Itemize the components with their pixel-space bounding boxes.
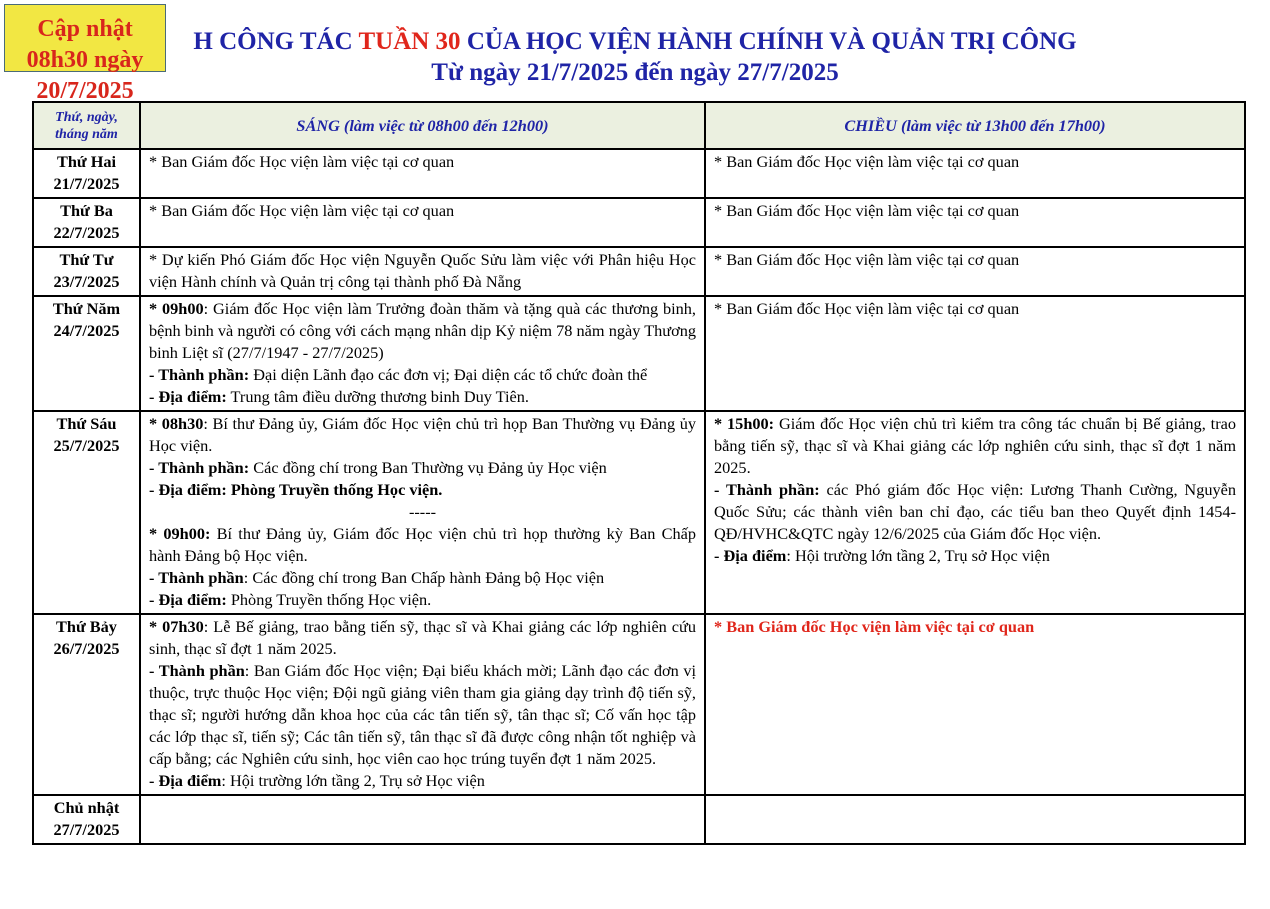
- participants-label: - Thành phần:: [149, 365, 250, 384]
- date: 22/7/2025: [53, 223, 120, 242]
- afternoon-cell: * Ban Giám đốc Học viện làm việc tại cơ quan: [705, 296, 1245, 411]
- day-cell: [33, 149, 140, 198]
- weekday: Thứ Sáu: [56, 414, 117, 433]
- title-pre: H CÔNG TÁC: [193, 28, 359, 55]
- morning-cell: * Ban Giám đốc Học viện làm việc tại cơ quan: [140, 198, 705, 247]
- table-row: [33, 296, 1245, 411]
- event-text: : Giám đốc Học viện làm Trưởng đoàn thăm và tặng quà các thương binh, bệnh binh và người có công với cách mạng nhân dịp Kỷ niệm 78 năm ngày Thương binh Liệt sĩ (27/7/1947 - 27/7/2025): [149, 299, 696, 362]
- weekday: Thứ Năm: [52, 299, 121, 318]
- day-cell: [33, 247, 140, 296]
- table-row: [33, 795, 1245, 844]
- weekday: Thứ Tư: [59, 250, 114, 269]
- title-line: [0, 26, 1270, 57]
- update-label: Cập nhật: [37, 16, 133, 42]
- location-text: Phòng Truyền thống Học viện.: [226, 590, 432, 609]
- table-row: [33, 411, 1245, 614]
- update-badge-text: [4, 14, 166, 107]
- afternoon-cell: [705, 795, 1245, 844]
- day-cell: [33, 411, 140, 614]
- event-location: [149, 479, 696, 501]
- date: 26/7/2025: [53, 639, 120, 658]
- date: 21/7/2025: [53, 174, 120, 193]
- afternoon-cell: [705, 411, 1245, 614]
- event-time: * 08h30: [149, 414, 204, 433]
- participants-label: - Thành phần:: [149, 458, 250, 477]
- event-location: [149, 770, 696, 792]
- morning-cell: [140, 614, 705, 795]
- participants-text: : Ban Giám đốc Học viện; Đại biểu khách mời; Lãnh đạo các đơn vị thuộc, trực thuộc Học viện; Đội ngũ giảng viên tham gia giảng dạy trình độ tiến sỹ, thạc sĩ; người hướng dẫn khoa học của các tân tiến sỹ, tân thạc sĩ; Cố vấn học tập các lớp thạc sĩ, tiến sỹ; Các tân tiến sỹ, tân thạc sĩ đã được công nhận tốt nghiệp và cấp bằng; các Nghiên cứu sinh, học viên cao học trúng tuyển đợt 1 năm 2025.: [149, 661, 696, 768]
- morning-cell: * Dự kiến Phó Giám đốc Học viện Nguyễn Quốc Sửu làm việc với Phân hiệu Học viện Hành chính và Quản trị công tại thành phố Đà Nẵng: [140, 247, 705, 296]
- event-description: [149, 298, 696, 364]
- event-participants: [149, 660, 696, 770]
- table-row: [33, 149, 1245, 198]
- event-separator: -----: [408, 502, 437, 521]
- event-description: [149, 616, 696, 660]
- day-cell: [33, 795, 140, 844]
- event-participants: [149, 457, 696, 479]
- date-range-subtitle: Từ ngày 21/7/2025 đến ngày 27/7/2025: [431, 59, 839, 86]
- date: 23/7/2025: [53, 272, 120, 291]
- participants-label: - Thành phần: [149, 568, 244, 587]
- weekday: Thứ Hai: [56, 152, 117, 171]
- update-time: 08h30 ngày: [26, 47, 144, 73]
- weekday: Thứ Bảy: [56, 617, 117, 636]
- location-text: Trung tâm điều dưỡng thương binh Duy Tiên.: [226, 387, 529, 406]
- page-title: [0, 26, 1270, 88]
- event-location: [149, 386, 696, 408]
- location-label: - Địa điểm: [149, 771, 222, 790]
- participants-text: Các đồng chí trong Ban Thường vụ Đảng ủy Học viện: [249, 458, 607, 477]
- location-text: - Địa điểm: Phòng Truyền thống Học viện.: [149, 480, 443, 499]
- event-location: [149, 589, 696, 611]
- title-post: CỦA HỌC VIỆN HÀNH CHÍNH VÀ QUẢN TRỊ CÔNG: [460, 28, 1077, 55]
- event-time: * 09h00:: [149, 524, 211, 543]
- table-row: [33, 198, 1245, 247]
- table-row: [33, 247, 1245, 296]
- morning-cell: [140, 296, 705, 411]
- event-text: : Lễ Bế giảng, trao bằng tiến sỹ, thạc sĩ và Khai giảng các lớp nghiên cứu sinh, thạc sĩ đợt 1 năm 2025.: [149, 617, 696, 658]
- header-day: Thứ, ngày, tháng năm: [33, 102, 140, 149]
- event-location: [714, 545, 1236, 567]
- event-text: : Bí thư Đảng ủy, Giám đốc Học viện chủ trì họp Ban Thường vụ Đảng ủy Học viện.: [149, 414, 696, 455]
- table-row: [33, 614, 1245, 795]
- date: 25/7/2025: [53, 436, 120, 455]
- header-morning: SÁNG (làm việc từ 08h00 đến 12h00): [140, 102, 705, 149]
- afternoon-cell: * Ban Giám đốc Học viện làm việc tại cơ quan: [705, 149, 1245, 198]
- event-participants: [149, 567, 696, 589]
- day-cell: [33, 296, 140, 411]
- location-label: - Địa điểm:: [149, 590, 227, 609]
- participants-label: - Thành phần:: [714, 480, 820, 499]
- event-time: * 07h30: [149, 617, 204, 636]
- event-time: * 09h00: [149, 299, 204, 318]
- day-cell: [33, 198, 140, 247]
- week-number: TUẦN 30: [358, 28, 461, 55]
- day-cell: [33, 614, 140, 795]
- header-afternoon: CHIỀU (làm việc từ 13h00 đến 17h00): [705, 102, 1245, 149]
- event-description: [149, 413, 696, 457]
- weekday: Thứ Ba: [60, 201, 113, 220]
- location-text: : Hội trường lớn tầng 2, Trụ sở Học viện: [221, 771, 485, 790]
- schedule-table: [32, 101, 1246, 845]
- event-text: Giám đốc Học viện chủ trì kiểm tra công tác chuẩn bị Bế giảng, trao bằng tiến sỹ, thạc sĩ và Khai giảng các lớp nghiên cứu sinh, thạc sĩ đợt 1 năm 2025.: [714, 414, 1236, 477]
- date: 24/7/2025: [53, 321, 120, 340]
- afternoon-cell: * Ban Giám đốc Học viện làm việc tại cơ quan: [705, 247, 1245, 296]
- location-label: - Địa điểm:: [149, 387, 227, 406]
- participants-label: - Thành phần: [149, 661, 245, 680]
- weekday: Chủ nhật: [53, 798, 120, 817]
- update-date: 20/7/2025: [36, 78, 134, 104]
- date: 27/7/2025: [53, 820, 120, 839]
- morning-cell: [140, 795, 705, 844]
- event-participants: [714, 479, 1236, 545]
- morning-cell: [140, 411, 705, 614]
- morning-cell: * Ban Giám đốc Học viện làm việc tại cơ quan: [140, 149, 705, 198]
- event-description: [714, 413, 1236, 479]
- location-label: - Địa điểm: [714, 546, 787, 565]
- event-time: * 15h00:: [714, 414, 775, 433]
- afternoon-cell: * Ban Giám đốc Học viện làm việc tại cơ quan: [705, 614, 1245, 795]
- participants-text: Đại diện Lãnh đạo các đơn vị; Đại diện các tổ chức đoàn thể: [249, 365, 648, 384]
- event-description: [149, 523, 696, 567]
- event-participants: [149, 364, 696, 386]
- event-text: Bí thư Đảng ủy, Giám đốc Học viện chủ trì họp thường kỳ Ban Chấp hành Đảng bộ Học viện.: [149, 524, 696, 565]
- participants-text: các Phó giám đốc Học viện: Lương Thanh Cường, Nguyễn Quốc Sửu; các thành viên ban chỉ đạo, các tiểu ban theo Quyết định 1454-QĐ/HVHC&QTC ngày 12/6/2025 của Giám đốc Học viện.: [714, 480, 1236, 543]
- afternoon-cell: * Ban Giám đốc Học viện làm việc tại cơ quan: [705, 198, 1245, 247]
- participants-text: : Các đồng chí trong Ban Chấp hành Đảng bộ Học viện: [243, 568, 605, 587]
- location-text: : Hội trường lớn tầng 2, Trụ sở Học viện: [786, 546, 1050, 565]
- table-header-row: [33, 102, 1245, 149]
